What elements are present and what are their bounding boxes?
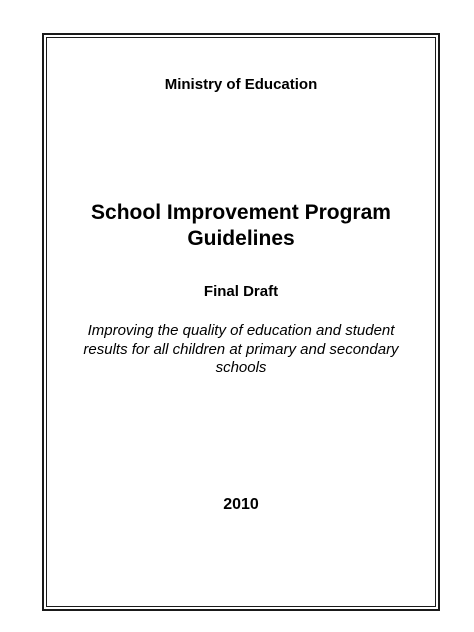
subtitle-line-1: Improving the quality of education and student [87, 322, 395, 339]
document-subtitle [46, 322, 436, 378]
document-title [46, 200, 436, 252]
organization-name: Ministry of Education [164, 76, 318, 93]
draft-status: Final Draft [203, 283, 279, 300]
subtitle-line-3: schools [215, 359, 267, 376]
title-line-2: Guidelines [187, 227, 295, 250]
publication-year: 2010 [223, 496, 259, 513]
subtitle-line-2: results for all children at primary and secondary [83, 340, 399, 358]
title-line-1: School Improvement Program [91, 201, 391, 224]
